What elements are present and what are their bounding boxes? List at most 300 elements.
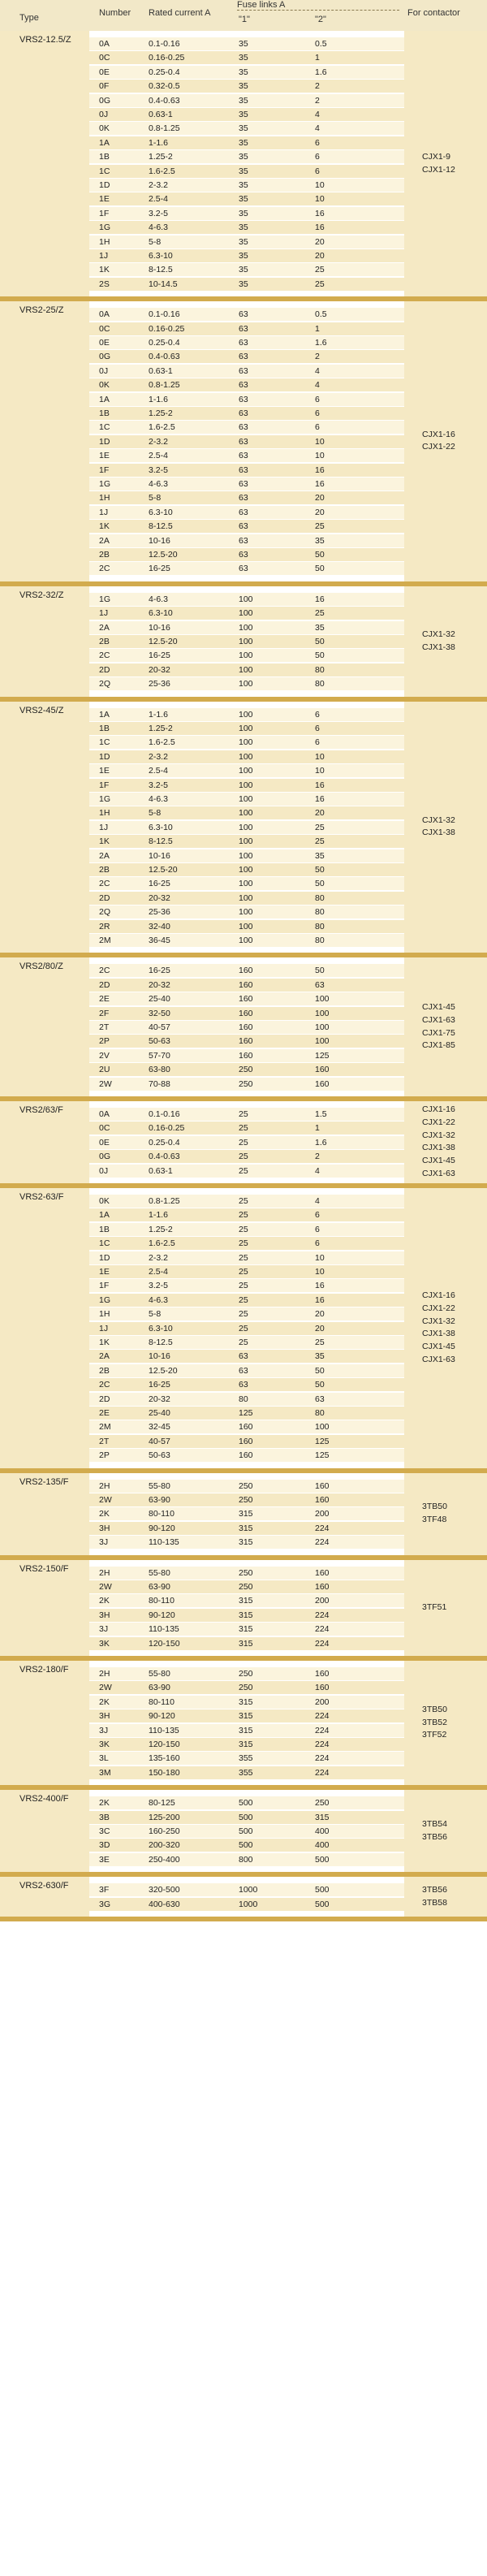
- number-cell: 1C: [99, 1238, 110, 1249]
- fuse-2-cell: 6: [315, 723, 320, 733]
- fuse-1-cell: 25: [239, 1152, 248, 1162]
- fuse-1-cell: 35: [239, 110, 248, 119]
- fuse-1-cell: 100: [239, 808, 253, 819]
- rated-current-cell: 90-120: [149, 1711, 175, 1722]
- fuse-2-cell: 20: [315, 251, 325, 261]
- type-group: [0, 1790, 487, 1877]
- table-row: [89, 1448, 404, 1462]
- fuse-2-cell: 6: [315, 137, 320, 148]
- rated-current-cell: 5-8: [149, 493, 162, 504]
- fuse-2-cell: 160: [315, 1567, 330, 1578]
- fuse-2-cell: 224: [315, 1753, 330, 1764]
- fuse-1-cell: 35: [239, 223, 248, 233]
- fuse-2-cell: 80: [315, 679, 325, 689]
- rated-current-cell: 63-90: [149, 1581, 170, 1592]
- type-group: [0, 31, 487, 301]
- rated-current-cell: 1-1.6: [149, 137, 168, 148]
- table-row: [89, 1824, 404, 1838]
- rated-current-cell: 1.6-2.5: [149, 1238, 175, 1249]
- fuse-2-cell: 160: [315, 1668, 330, 1679]
- table-row: [89, 1680, 404, 1694]
- rated-current-cell: 12.5-20: [149, 864, 178, 875]
- table-row: [89, 107, 404, 121]
- fuse-1-cell: 100: [239, 594, 253, 604]
- table-row: [89, 1062, 404, 1076]
- contactor-label: CJX1-45: [422, 1342, 455, 1352]
- fuse-2-cell: 50: [315, 879, 325, 889]
- type-cell: [0, 31, 89, 296]
- contactor-label: CJX1-22: [422, 1117, 455, 1127]
- fuse-2-cell: 500: [315, 1854, 330, 1865]
- fuse-1-cell: 315: [239, 1638, 253, 1649]
- table-row: [89, 1135, 404, 1149]
- table-row: [89, 1321, 404, 1335]
- fuse-1-cell: 315: [239, 1537, 253, 1548]
- table-row: [89, 1852, 404, 1866]
- rated-current-cell: 25-40: [149, 994, 170, 1005]
- fuse-2-cell: 100: [315, 1422, 330, 1433]
- fuse-2-cell: 2: [315, 1152, 320, 1162]
- fuse-2-cell: 20: [315, 808, 325, 819]
- fuse-2-cell: 200: [315, 1509, 330, 1519]
- fuse-1-cell: 63: [239, 436, 248, 447]
- fuse-1-cell: 63: [239, 549, 248, 560]
- rated-current-cell: 0.4-0.63: [149, 352, 180, 362]
- rated-current-cell: 2.5-4: [149, 194, 168, 205]
- fuse-2-cell: 1: [315, 1123, 320, 1134]
- number-cell: 1B: [99, 408, 110, 418]
- fuse-2-cell: 16: [315, 594, 325, 604]
- fuse-1-cell: 35: [239, 53, 248, 63]
- fuse-1-cell: 100: [239, 608, 253, 619]
- contactor-cell: [404, 301, 487, 581]
- number-cell: 2C: [99, 1380, 110, 1390]
- number-cell: 0J: [99, 1165, 109, 1176]
- table-row: [89, 277, 404, 291]
- rated-current-cell: 4-6.3: [149, 793, 168, 804]
- fuse-1-cell: 25: [239, 1224, 248, 1234]
- rated-current-cell: 10-14.5: [149, 279, 178, 289]
- rated-current-cell: 2.5-4: [149, 451, 168, 461]
- rated-current-cell: 10-16: [149, 1351, 170, 1362]
- fuse-2-cell: 6: [315, 737, 320, 748]
- table-row: [89, 463, 404, 477]
- fuse-2-cell: 50: [315, 636, 325, 646]
- fuse-1-cell: 35: [239, 180, 248, 190]
- type-label: VRS2-63/F: [19, 1191, 64, 1202]
- table-row: [89, 1335, 404, 1349]
- fuse-1-cell: 25: [239, 1337, 248, 1347]
- fuse-2-cell: 16: [315, 793, 325, 804]
- contactor-cell: [404, 1661, 487, 1785]
- fuse-1-cell: 25: [239, 1281, 248, 1291]
- contactor-label: CJX1-16: [422, 1104, 455, 1115]
- fuse-1-cell: 25: [239, 1252, 248, 1263]
- table-row: [89, 1164, 404, 1178]
- type-label: VRS2-12.5/Z: [19, 35, 71, 45]
- table-row: [89, 778, 404, 792]
- table-header: [0, 0, 487, 31]
- number-cell: 2A: [99, 622, 110, 633]
- number-cell: 2Q: [99, 679, 111, 689]
- fuse-1-cell: 100: [239, 737, 253, 748]
- contactor-label: CJX1-45: [422, 1156, 455, 1166]
- rated-current-cell: 63-90: [149, 1494, 170, 1505]
- fuse-1-cell: 315: [239, 1696, 253, 1707]
- fuse-1-cell: 100: [239, 723, 253, 733]
- type-cell: [0, 957, 89, 1096]
- fuse-2-cell: 400: [315, 1840, 330, 1851]
- rated-current-cell: 50-63: [149, 1450, 170, 1461]
- fuse-1-cell: 160: [239, 1008, 253, 1018]
- fuse-2-cell: 20: [315, 236, 325, 247]
- rated-current-cell: 1.6-2.5: [149, 737, 175, 748]
- rated-current-cell: 0.16-0.25: [149, 1123, 185, 1134]
- number-cell: 0C: [99, 323, 110, 334]
- contactor-label: 3TB50: [422, 1502, 447, 1512]
- rated-current-cell: 0.25-0.4: [149, 67, 180, 77]
- rated-current-cell: 80-110: [149, 1596, 175, 1606]
- rated-current-cell: 20-32: [149, 1394, 170, 1404]
- fuse-2-cell: 1.6: [315, 67, 327, 77]
- rated-current-cell: 63-80: [149, 1065, 170, 1075]
- table-row: [89, 750, 404, 763]
- fuse-2-cell: 20: [315, 507, 325, 517]
- rated-current-cell: 1-1.6: [149, 709, 168, 720]
- rated-current-cell: 57-70: [149, 1050, 170, 1061]
- fuse-1-cell: 100: [239, 664, 253, 675]
- rated-current-cell: 1.25-2: [149, 152, 173, 162]
- fuse-table: [0, 31, 487, 1921]
- table-row: [89, 1636, 404, 1650]
- fuse-1-cell: 160: [239, 1022, 253, 1032]
- table-row: [89, 547, 404, 561]
- fuse-1-cell: 63: [239, 493, 248, 504]
- fuse-1-cell: 63: [239, 564, 248, 574]
- rated-current-cell: 0.25-0.4: [149, 1137, 180, 1148]
- fuse-1-cell: 800: [239, 1854, 253, 1865]
- fuse-2-cell: 25: [315, 608, 325, 619]
- fuse-1-cell: 160: [239, 1436, 253, 1446]
- fuse-2-cell: 16: [315, 208, 325, 218]
- fuse-2-cell: 224: [315, 1610, 330, 1620]
- type-cell: [0, 1473, 89, 1555]
- table-row: [89, 149, 404, 163]
- rated-current-cell: 8-12.5: [149, 1337, 173, 1347]
- number-cell: 2R: [99, 921, 110, 931]
- contactor-label: CJX1-9: [422, 151, 451, 162]
- rated-current-cell: 0.63-1: [149, 1165, 173, 1176]
- number-cell: 3D: [99, 1840, 110, 1851]
- rated-current-cell: 16-25: [149, 564, 170, 574]
- table-row: [89, 121, 404, 135]
- type-label: VRS2-630/F: [19, 1881, 69, 1891]
- rated-current-cell: 0.1-0.16: [149, 309, 180, 320]
- table-row: [89, 1723, 404, 1737]
- number-cell: 0G: [99, 352, 111, 362]
- rated-current-cell: 2-3.2: [149, 1252, 168, 1263]
- table-row: [89, 978, 404, 992]
- rated-current-cell: 40-57: [149, 1436, 170, 1446]
- fuse-2-cell: 1: [315, 323, 320, 334]
- contactor-cell: [404, 586, 487, 697]
- rated-current-cell: 12.5-20: [149, 636, 178, 646]
- fuse-2-cell: 16: [315, 223, 325, 233]
- number-cell: 2B: [99, 636, 110, 646]
- fuse-2-cell: 80: [315, 935, 325, 945]
- fuse-1-cell: 35: [239, 123, 248, 134]
- table-row: [89, 992, 404, 1005]
- table-row: [89, 1566, 404, 1580]
- number-cell: 2D: [99, 1394, 110, 1404]
- rated-current-cell: 0.4-0.63: [149, 95, 180, 106]
- rated-current-cell: 200-320: [149, 1840, 180, 1851]
- fuse-1-cell: 63: [239, 408, 248, 418]
- fuse-1-cell: 100: [239, 921, 253, 931]
- fuse-2-cell: 160: [315, 1065, 330, 1075]
- fuse-1-cell: 500: [239, 1840, 253, 1851]
- fuse-1-cell: 100: [239, 679, 253, 689]
- table-row: [89, 335, 404, 349]
- fuse-2-cell: 80: [315, 893, 325, 903]
- number-cell: 1J: [99, 608, 109, 619]
- number-cell: 3C: [99, 1826, 110, 1836]
- table-row: [89, 79, 404, 93]
- table-row: [89, 1882, 404, 1896]
- number-cell: 1F: [99, 780, 110, 790]
- fuse-1-cell: 355: [239, 1767, 253, 1778]
- table-row: [89, 249, 404, 262]
- table-row: [89, 606, 404, 620]
- table-row: [89, 634, 404, 648]
- fuse-2-cell: 20: [315, 1309, 325, 1320]
- type-group: [0, 702, 487, 958]
- fuse-2-cell: 100: [315, 1008, 330, 1018]
- table-row: [89, 707, 404, 721]
- rated-current-cell: 2-3.2: [149, 436, 168, 447]
- fuse-1-cell: 1000: [239, 1899, 258, 1909]
- fuse-2-cell: 100: [315, 994, 330, 1005]
- fuse-2-cell: 224: [315, 1624, 330, 1635]
- number-cell: 3H: [99, 1711, 110, 1722]
- fuse-2-cell: 16: [315, 478, 325, 489]
- table-row: [89, 1766, 404, 1779]
- fuse-1-cell: 25: [239, 1109, 248, 1119]
- table-row: [89, 1293, 404, 1307]
- number-cell: 2W: [99, 1683, 112, 1693]
- table-row: [89, 834, 404, 848]
- fuse-1-cell: 63: [239, 352, 248, 362]
- number-cell: 2B: [99, 549, 110, 560]
- rated-current-cell: 55-80: [149, 1480, 170, 1491]
- number-cell: 0A: [99, 1109, 110, 1119]
- fuse-1-cell: 63: [239, 422, 248, 433]
- rated-current-cell: 80-125: [149, 1798, 175, 1809]
- table-row: [89, 1121, 404, 1135]
- rated-current-cell: 90-120: [149, 1610, 175, 1620]
- table-row: [89, 1666, 404, 1680]
- table-row: [89, 891, 404, 905]
- number-cell: 1G: [99, 478, 111, 489]
- number-cell: 1D: [99, 436, 110, 447]
- number-cell: 0E: [99, 337, 110, 348]
- number-cell: 1F: [99, 208, 110, 218]
- type-cell: [0, 301, 89, 581]
- type-label: VRS2-180/F: [19, 1664, 69, 1675]
- fuse-2-cell: 50: [315, 549, 325, 560]
- number-cell: 1G: [99, 223, 111, 233]
- number-cell: 2W: [99, 1494, 112, 1505]
- number-cell: 2K: [99, 1798, 110, 1809]
- contactor-label: CJX1-22: [422, 1303, 455, 1313]
- type-label: VRS2-32/Z: [19, 590, 64, 600]
- number-cell: 1H: [99, 493, 110, 504]
- fuse-2-cell: 80: [315, 1407, 325, 1418]
- table-row: [89, 1897, 404, 1911]
- rated-current-cell: 0.4-0.63: [149, 1152, 180, 1162]
- table-row: [89, 1077, 404, 1091]
- number-cell: 3E: [99, 1854, 110, 1865]
- rated-current-cell: 0.32-0.5: [149, 81, 180, 92]
- number-cell: 1A: [99, 1210, 110, 1221]
- table-row: [89, 592, 404, 606]
- fuse-2-cell: 6: [315, 394, 320, 404]
- rated-current-cell: 1.25-2: [149, 723, 173, 733]
- table-row: [89, 206, 404, 220]
- fuse-1-cell: 35: [239, 95, 248, 106]
- fuse-1-cell: 100: [239, 709, 253, 720]
- rated-current-cell: 2.5-4: [149, 1266, 168, 1277]
- type-group: [0, 301, 487, 586]
- number-cell: 1K: [99, 521, 110, 532]
- table-row: [89, 178, 404, 192]
- table-row: [89, 93, 404, 107]
- table-row: [89, 420, 404, 434]
- fuse-2-cell: 224: [315, 1711, 330, 1722]
- table-row: [89, 505, 404, 519]
- fuse-2-cell: 16: [315, 1294, 325, 1305]
- rated-current-cell: 0.1-0.16: [149, 39, 180, 49]
- number-cell: 1H: [99, 236, 110, 247]
- fuse-2-cell: 125: [315, 1436, 330, 1446]
- fuse-1-cell: 100: [239, 636, 253, 646]
- type-group: [0, 1560, 487, 1661]
- fuse-2-cell: 4: [315, 1195, 320, 1206]
- fuse-1-cell: 100: [239, 907, 253, 918]
- rated-current-cell: 0.16-0.25: [149, 53, 185, 63]
- number-cell: 2F: [99, 1008, 110, 1018]
- table-row: [89, 663, 404, 676]
- rated-current-cell: 3.2-5: [149, 465, 168, 475]
- table-row: [89, 1535, 404, 1549]
- fuse-1-cell: 25: [239, 1123, 248, 1134]
- fuse-1-cell: 315: [239, 1509, 253, 1519]
- number-cell: 3J: [99, 1537, 109, 1548]
- fuse-2-cell: 6: [315, 709, 320, 720]
- rated-current-cell: 80-110: [149, 1509, 175, 1519]
- rated-current-cell: 2.5-4: [149, 766, 168, 776]
- rated-current-cell: 110-135: [149, 1624, 179, 1635]
- table-row: [89, 434, 404, 448]
- number-cell: 2E: [99, 1407, 110, 1418]
- fuse-1-cell: 63: [239, 323, 248, 334]
- type-label: VRS2/63/F: [19, 1104, 63, 1115]
- table-row: [89, 1020, 404, 1034]
- rated-current-cell: 36-45: [149, 935, 170, 945]
- rated-current-cell: 32-40: [149, 921, 170, 931]
- rated-current-cell: 1.25-2: [149, 1224, 173, 1234]
- fuse-1-cell: 500: [239, 1798, 253, 1809]
- number-cell: 2D: [99, 979, 110, 990]
- contactor-label: CJX1-38: [422, 828, 455, 838]
- fuse-1-cell: 35: [239, 251, 248, 261]
- fuse-2-cell: 20: [315, 1323, 325, 1333]
- rated-current-cell: 160-250: [149, 1826, 180, 1836]
- table-row: [89, 876, 404, 890]
- number-cell: 1K: [99, 836, 110, 847]
- table-row: [89, 648, 404, 662]
- fuse-1-cell: 63: [239, 309, 248, 320]
- fuse-2-cell: 200: [315, 1596, 330, 1606]
- rated-current-cell: 20-32: [149, 664, 170, 675]
- table-row: [89, 862, 404, 876]
- fuse-2-cell: 0.5: [315, 39, 327, 49]
- number-cell: 1J: [99, 822, 109, 832]
- fuse-1-cell: 315: [239, 1739, 253, 1749]
- fuse-2-cell: 160: [315, 1683, 330, 1693]
- fuse-2-cell: 4: [315, 110, 320, 119]
- contactor-header: For contactor: [407, 8, 460, 18]
- rated-current-cell: 12.5-20: [149, 1365, 178, 1376]
- fuse-2-cell: 500: [315, 1899, 330, 1909]
- fuse-2-cell: 200: [315, 1696, 330, 1707]
- table-row: [89, 1264, 404, 1278]
- rated-current-cell: 12.5-20: [149, 549, 178, 560]
- contactor-label: CJX1-85: [422, 1040, 455, 1051]
- rated-current-cell: 110-135: [149, 1725, 179, 1735]
- rated-current-cell: 250-400: [149, 1854, 180, 1865]
- rated-current-cell: 20-32: [149, 893, 170, 903]
- type-group: [0, 1188, 487, 1473]
- contactor-label: 3TF52: [422, 1730, 447, 1740]
- contactor-label: CJX1-45: [422, 1002, 455, 1013]
- rated-current-cell: 25-36: [149, 679, 170, 689]
- table-row: [89, 136, 404, 149]
- number-cell: 2B: [99, 1365, 110, 1376]
- fuse-2-cell: 25: [315, 279, 325, 289]
- fuse-2-cell: 35: [315, 622, 325, 633]
- fuse-2-cell: 6: [315, 408, 320, 418]
- fuse-2-cell: 2: [315, 352, 320, 362]
- fuse-1-cell: 63: [239, 380, 248, 391]
- fuse-2-cell: 500: [315, 1885, 330, 1895]
- table-row: [89, 1048, 404, 1062]
- fuse-1-cell: 250: [239, 1668, 253, 1679]
- contactor-cell: [404, 1101, 487, 1183]
- fuse-2-cell: 6: [315, 422, 320, 433]
- table-row: [89, 1107, 404, 1121]
- number-cell: 3K: [99, 1739, 110, 1749]
- number-cell: 3G: [99, 1899, 111, 1909]
- number-cell: 0E: [99, 1137, 110, 1148]
- number-cell: 2D: [99, 893, 110, 903]
- table-row: [89, 1377, 404, 1391]
- number-cell: 1J: [99, 507, 109, 517]
- table-row: [89, 1810, 404, 1824]
- fuse-1-cell: 63: [239, 535, 248, 546]
- fuse-2-cell: 10: [315, 766, 325, 776]
- type-label: VRS2/80/Z: [19, 962, 63, 972]
